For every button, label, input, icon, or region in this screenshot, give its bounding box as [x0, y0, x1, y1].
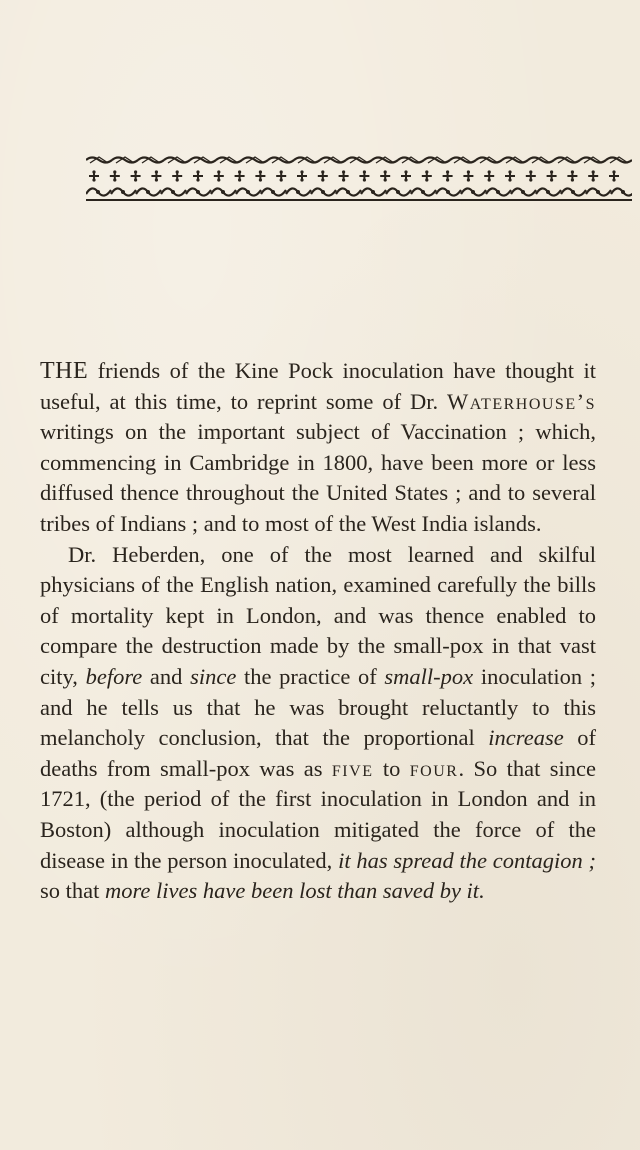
knot-dot — [271, 190, 275, 194]
fleuron-dot — [196, 178, 199, 181]
knot-top — [112, 158, 138, 163]
knot-top — [190, 158, 216, 163]
knot-top — [606, 158, 632, 163]
knot-dot — [221, 190, 225, 194]
paragraph-2-text-a: Dr. Heberden, one of the most learned and skilful physicians of the English nation, examined carefully the bills of mortality kept in London, and was thence enabled to compare the destruction made by the small-pox in that vast city, — [40, 541, 596, 689]
knot-top — [216, 158, 242, 163]
fleuron-dot — [612, 170, 615, 173]
opening-word: THE — [40, 358, 89, 384]
emphasis-increase: increase — [488, 725, 564, 751]
emphasis-spread-contagion: it has spread the contagion ; — [338, 847, 596, 873]
fleuron-dot — [529, 178, 532, 181]
fleuron-dot — [92, 178, 95, 181]
knot-dot — [446, 190, 450, 194]
knot-top — [138, 158, 164, 163]
knot-dot — [296, 190, 300, 194]
ornament-icon — [86, 156, 632, 202]
paragraph-2-text-c: the practice of — [236, 663, 385, 689]
knot-top — [476, 158, 502, 163]
knot-top — [86, 158, 112, 163]
knot-dot — [171, 190, 175, 194]
knot-dot — [546, 190, 550, 194]
small-caps-four: four — [409, 755, 459, 781]
knot-dot — [196, 190, 200, 194]
author-name: Waterhouse’s — [447, 388, 596, 414]
fleuron-dot — [113, 170, 116, 173]
knot-top — [398, 158, 424, 163]
fleuron-dot — [363, 178, 366, 181]
paragraph-2-text-h: so that — [40, 878, 105, 904]
fleuron-dot — [508, 178, 511, 181]
fleuron-dot — [592, 178, 595, 181]
knot-top — [242, 158, 268, 163]
fleuron-dot — [404, 170, 407, 173]
emphasis-small-pox: small-pox — [384, 663, 474, 689]
fleuron-dot — [612, 178, 615, 181]
fleuron-dot — [259, 170, 262, 173]
emphasis-before: before — [85, 663, 143, 689]
knot-dot — [521, 190, 525, 194]
fleuron-dot — [529, 170, 532, 173]
paragraph-2-text-e: of deaths from small-pox was as — [40, 725, 596, 781]
knot-top — [320, 158, 346, 163]
knot-dot — [121, 190, 125, 194]
knot-dot — [621, 190, 625, 194]
knot-top — [528, 158, 554, 163]
emphasis-since: since — [190, 663, 237, 689]
fleuron-dot — [113, 178, 116, 181]
fleuron-dot — [196, 170, 199, 173]
fleuron-dot — [259, 178, 262, 181]
knot-dot — [371, 190, 375, 194]
knot-dot — [471, 190, 475, 194]
fleuron-dot — [550, 170, 553, 173]
fleuron-dot — [384, 170, 387, 173]
fleuron-dot — [467, 170, 470, 173]
fleuron-dot — [488, 178, 491, 181]
knot-top — [346, 158, 372, 163]
fleuron-dot — [300, 178, 303, 181]
fleuron-dot — [508, 170, 511, 173]
fleuron-dot — [446, 178, 449, 181]
knot-top — [554, 158, 580, 163]
fleuron-dot — [155, 170, 158, 173]
knot-dot — [346, 190, 350, 194]
fleuron-dot — [384, 178, 387, 181]
fleuron-dot — [134, 178, 137, 181]
knot-top — [580, 158, 606, 163]
knot-dot — [321, 190, 325, 194]
paragraph-1-text-b: writings on the important subject of Vaccination ; which, commencing in Cambridge in 1800, have been more or less diffused thence throughout the United States ; and to several tribes of Indians ; and to most of the West India islands. — [40, 419, 596, 536]
paragraph-2-text-b: and — [142, 663, 191, 689]
fleuron-dot — [238, 178, 241, 181]
paragraph-2-text-g: . So that since 1721, (the period of the first inoculation in London and in Boston) although inoculation mitigated the force of the disease in the person inoculated, — [40, 755, 596, 873]
emphasis-more-lives: more lives have been lost than saved by it. — [105, 878, 485, 904]
fleuron-dot — [92, 170, 95, 173]
fleuron-dot — [425, 178, 428, 181]
knot-dot — [421, 190, 425, 194]
knot-top — [424, 158, 450, 163]
knot-dot — [496, 190, 500, 194]
fleuron-dot — [217, 178, 220, 181]
fleuron-dot — [342, 170, 345, 173]
fleuron-dot — [550, 178, 553, 181]
fleuron-dot — [280, 170, 283, 173]
fleuron-dot — [592, 170, 595, 173]
paragraph-2-text-d: inoculation ; and he tells us that he was brought reluctantly to this melancholy conclusion, that the proportional — [40, 663, 596, 751]
paragraph-2-text-f: to — [373, 755, 410, 781]
paragraph-1 — [40, 356, 596, 540]
fleuron-dot — [342, 178, 345, 181]
paragraph-2 — [40, 540, 596, 907]
fleuron-dot — [425, 170, 428, 173]
fleuron-dot — [571, 170, 574, 173]
knot-dot — [571, 190, 575, 194]
fleuron-dot — [488, 170, 491, 173]
fleuron-dot — [467, 178, 470, 181]
small-caps-five: five — [331, 755, 374, 781]
knot-dot — [96, 190, 100, 194]
knot-dot — [396, 190, 400, 194]
fleuron-dot — [176, 178, 179, 181]
body-text — [40, 356, 596, 907]
fleuron-dot — [217, 170, 220, 173]
knot-dot — [246, 190, 250, 194]
fleuron-border-ornament — [86, 156, 632, 202]
fleuron-dot — [321, 170, 324, 173]
knot-top — [502, 158, 528, 163]
fleuron-dot — [155, 178, 158, 181]
knot-dot — [146, 190, 150, 194]
fleuron-dot — [363, 170, 366, 173]
knot-top — [372, 158, 398, 163]
fleuron-dot — [134, 170, 137, 173]
knot-top — [450, 158, 476, 163]
knot-dot — [596, 190, 600, 194]
fleuron-dot — [300, 170, 303, 173]
fleuron-dot — [446, 170, 449, 173]
knot-top — [164, 158, 190, 163]
fleuron-dot — [176, 170, 179, 173]
fleuron-dot — [280, 178, 283, 181]
knot-top — [268, 158, 294, 163]
fleuron-dot — [238, 170, 241, 173]
fleuron-dot — [404, 178, 407, 181]
fleuron-dot — [321, 178, 324, 181]
paragraph-1-text-a: friends of the Kine Pock inoculation have thought it useful, at this time, to reprint some of Dr. — [40, 358, 596, 414]
knot-top — [294, 158, 320, 163]
fleuron-dot — [571, 178, 574, 181]
